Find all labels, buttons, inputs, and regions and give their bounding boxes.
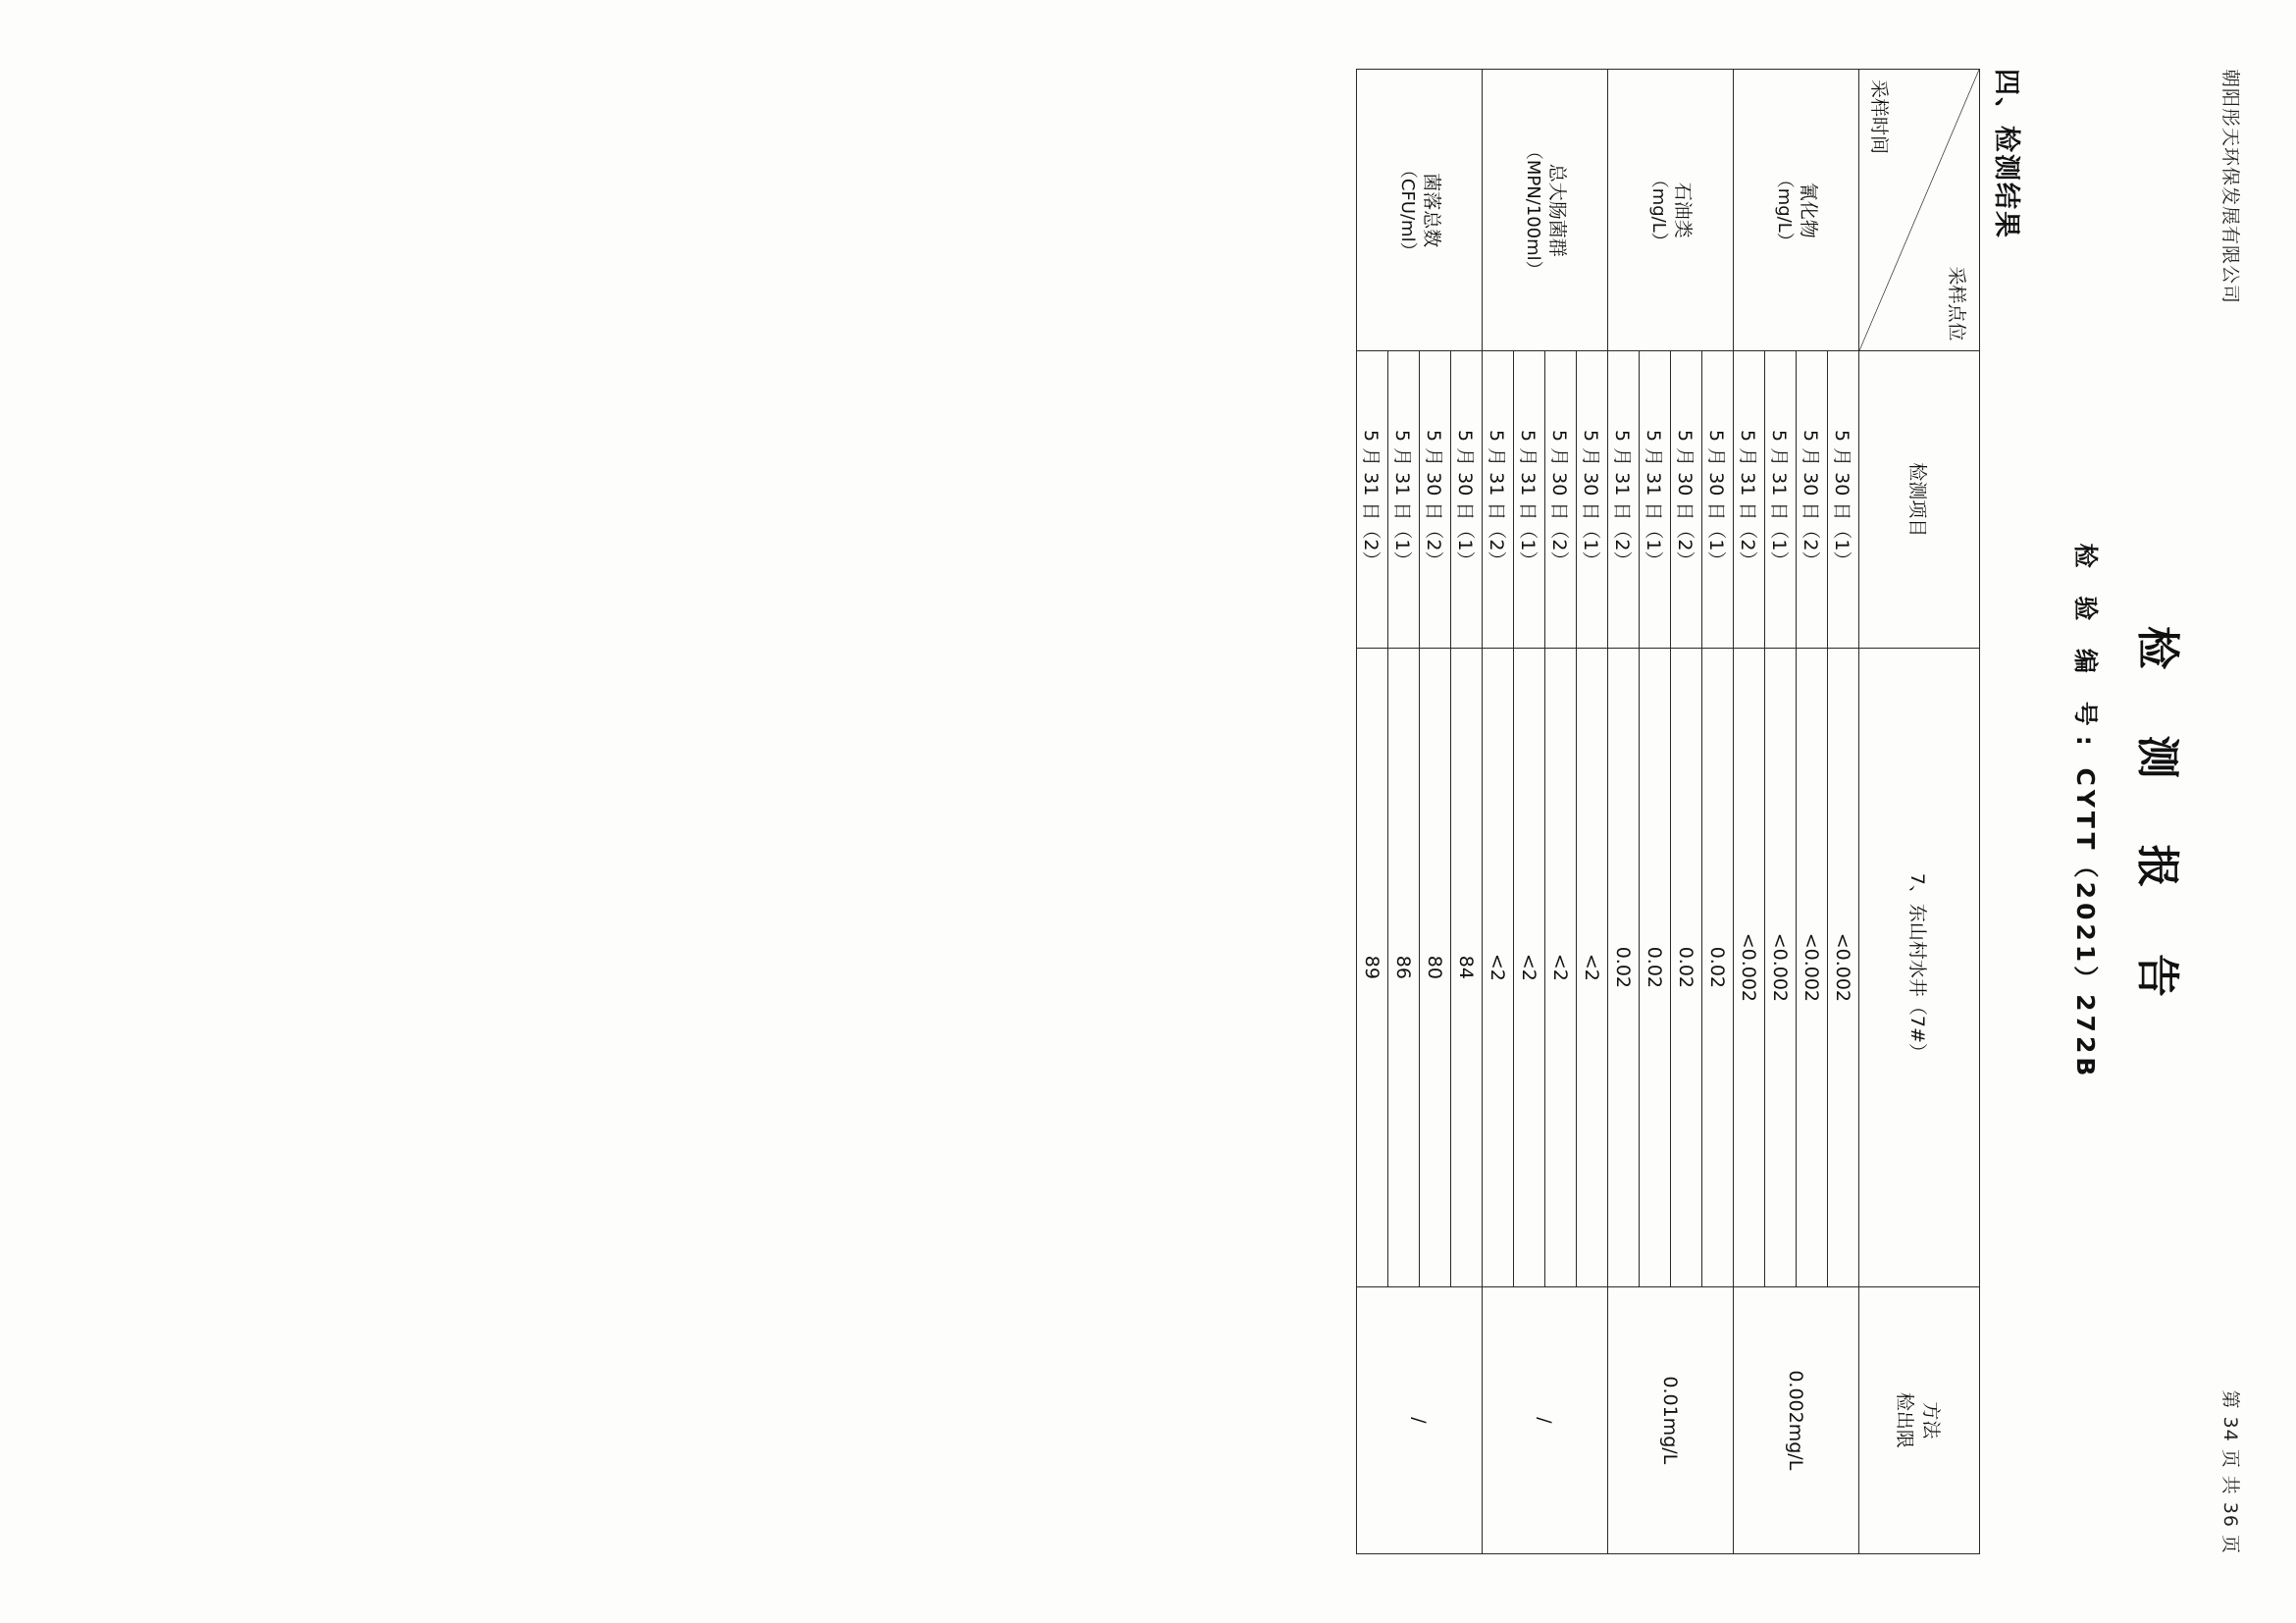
table-row [1451, 70, 1483, 1554]
row-sample-value: <2 [1577, 649, 1608, 1287]
row-sample-value: <2 [1483, 649, 1514, 1287]
report-number-label: 检 验 编 号: [2071, 543, 2100, 756]
header-limit-line2: 检出限 [1894, 1391, 1915, 1448]
table-row [1702, 70, 1734, 1554]
title-block [2069, 69, 2193, 1554]
page-header [2218, 69, 2245, 1554]
row-sample-time: 5 月 31 日（2） [1734, 351, 1765, 649]
header-limit-line1: 方法 [1920, 1401, 1942, 1440]
row-item-unit: （mg/L） [1647, 170, 1669, 250]
row-sample-time: 5 月 30 日（1） [1577, 351, 1608, 649]
row-sample-time: 5 月 31 日（1） [1765, 351, 1797, 649]
row-sample-time: 5 月 31 日（1） [1514, 351, 1545, 649]
page-title: 检 测 报 告 [2132, 626, 2182, 1022]
row-detection-limit: / [1483, 1286, 1608, 1553]
row-item-cell [1357, 70, 1483, 351]
row-sample-value: 0.02 [1608, 649, 1640, 1287]
row-sample-value: <0.002 [1734, 649, 1765, 1287]
row-sample-time: 5 月 30 日（2） [1671, 351, 1702, 649]
row-sample-value: <0.002 [1828, 649, 1859, 1287]
row-item-name: 总大肠菌群 [1546, 163, 1569, 257]
table-row [1577, 70, 1608, 1554]
row-sample-value: <2 [1514, 649, 1545, 1287]
table-header-row [1859, 70, 1980, 1554]
header-point-label: 7、东山村水井（7#） [1859, 649, 1980, 1287]
results-table [1356, 69, 1980, 1554]
row-sample-time: 5 月 31 日（2） [1483, 351, 1514, 649]
row-item-unit: （MPN/100ml） [1522, 141, 1543, 279]
row-sample-time: 5 月 31 日（2） [1357, 351, 1388, 649]
row-item-unit: （mg/L） [1773, 170, 1795, 250]
row-detection-limit: 0.01mg/L [1608, 1286, 1734, 1553]
header-sampling-time-label: 采样时间 [1868, 79, 1890, 155]
row-sample-time: 5 月 30 日（2） [1797, 351, 1828, 649]
row-sample-time: 5 月 30 日（1） [1702, 351, 1734, 649]
row-item-name: 氰化物 [1798, 182, 1820, 238]
row-sample-value: 0.02 [1702, 649, 1734, 1287]
section-heading: 四、检测结果 [1991, 69, 2021, 239]
row-detection-limit: 0.002mg/L [1734, 1286, 1859, 1553]
row-sample-value: 86 [1388, 649, 1420, 1287]
row-sample-time: 5 月 30 日（1） [1451, 351, 1483, 649]
header-corner-cell [1859, 70, 1980, 351]
page-number: 第 34 页 共 36 页 [2219, 1389, 2241, 1554]
row-item-name: 石油类 [1672, 182, 1695, 238]
row-sample-time: 5 月 31 日（1） [1640, 351, 1671, 649]
row-sample-value: <2 [1545, 649, 1577, 1287]
row-sample-time: 5 月 31 日（2） [1608, 351, 1640, 649]
row-sample-value: <0.002 [1765, 649, 1797, 1287]
company-name: 朝阳彤天环保发展有限公司 [2219, 69, 2241, 305]
row-item-unit: （CFU/ml） [1396, 160, 1418, 260]
row-sample-value: 84 [1451, 649, 1483, 1287]
header-detection-limit-label [1859, 1286, 1980, 1553]
row-sample-value: 0.02 [1640, 649, 1671, 1287]
row-sample-value: 89 [1357, 649, 1388, 1287]
row-sample-value: 80 [1420, 649, 1451, 1287]
row-item-name: 菌落总数 [1421, 173, 1443, 248]
row-sample-time: 5 月 30 日（2） [1420, 351, 1451, 649]
row-sample-time: 5 月 31 日（1） [1388, 351, 1420, 649]
row-sample-value: <0.002 [1797, 649, 1828, 1287]
row-item-cell [1483, 70, 1608, 351]
table-row [1828, 70, 1859, 1554]
row-sample-time: 5 月 30 日（1） [1828, 351, 1859, 649]
report-number [2069, 69, 2105, 1554]
header-item-label: 检测项目 [1859, 351, 1980, 649]
row-item-cell [1734, 70, 1859, 351]
row-sample-time: 5 月 30 日（2） [1545, 351, 1577, 649]
header-sampling-point-label: 采样点位 [1946, 266, 1967, 341]
row-detection-limit: / [1357, 1286, 1483, 1553]
report-number-value: CYTT（2021）272B [2071, 767, 2100, 1080]
row-item-cell [1608, 70, 1734, 351]
row-sample-value: 0.02 [1671, 649, 1702, 1287]
